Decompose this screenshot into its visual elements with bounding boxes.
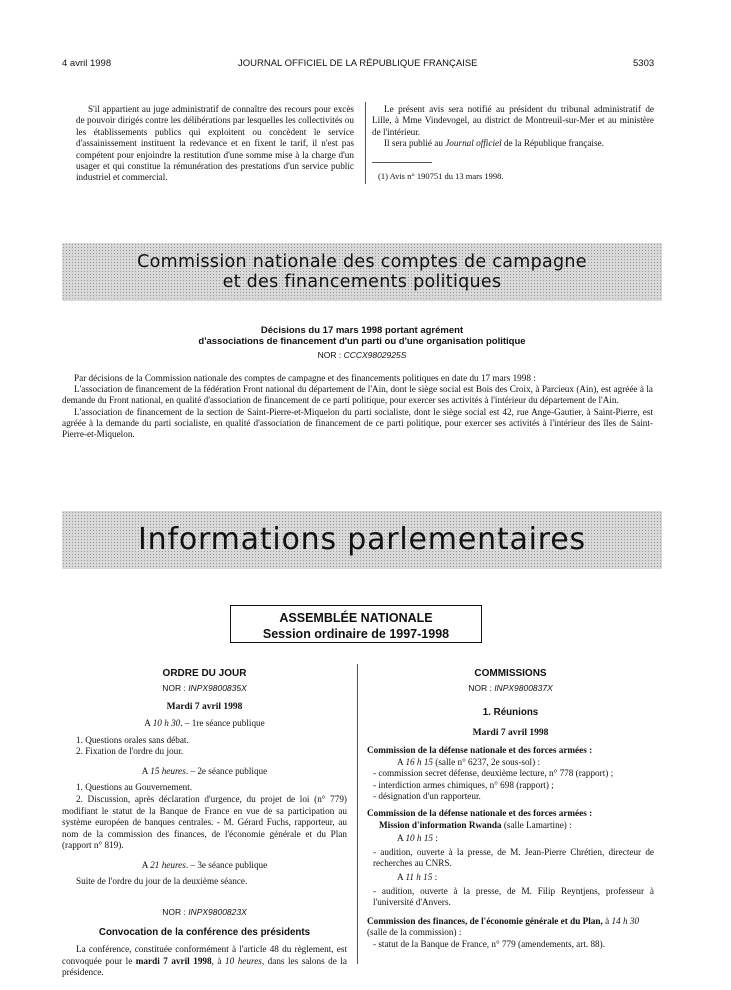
list-item: 2. Discussion, après déclaration d'urgence, du projet de loi (n° 779) modifiant le statut de la Banque de France en vue de sa participation au système européen de banques centrales. - M. Gérard Fuchs, rapporteur, au nom de la commission des finances, de l'économie générale et du Plan (rapport n° 819).: [62, 793, 347, 851]
seance-3-heading: A 21 heures. – 3e séance publique: [141, 859, 268, 870]
informations-banner: [62, 511, 662, 569]
conference-paragraph: La conférence, constituée conformément à l'article 48 du règlement, est convoquée pour le mardi 7 avril 1998, à 10 heures, dans les salons de la présidence.: [62, 944, 347, 978]
list-item: - interdiction armes chimiques, n° 698 (rapport) ;: [373, 779, 554, 790]
journal-officiel-name: Journal officiel: [445, 138, 502, 149]
decision-ain: L'association de financement de la fédération Front national du département de l'Ain, dont le siège social est Bois des Croix, à Parcieux (Ain), est agréée à la demande du Front national, en qualité d'association de financement de ce parti politique, pour exercer ses activités à l'intérieur du département de l'Ain.: [62, 384, 653, 406]
conference-nor: NOR : INPX9800823X: [162, 907, 247, 918]
commission-banner: [62, 243, 662, 301]
assemblee-title: ASSEMBLÉE NATIONALE: [279, 611, 433, 625]
list-item: - commission secret défense, deuxième lecture, n° 778 (rapport) ;: [373, 768, 614, 779]
notification-paragraph: Le présent avis sera notifié au président du tribunal administratif de Lille, à Mme Vindevogel, au district de Montreuil-sur-Mer et au ministère de l'intérieur.: [372, 104, 654, 137]
publication-paragraph: Il sera publié au Journal officiel de la République française.: [384, 138, 604, 149]
decision-body: [62, 373, 653, 440]
list-item: 1. Questions au Gouvernement.: [76, 782, 193, 793]
ordre-du-jour-heading: ORDRE DU JOUR: [162, 668, 247, 679]
top-right-column: [372, 104, 654, 150]
mission-rwanda: Mission d'information Rwanda (salle Lamartine) :: [379, 819, 572, 830]
banner-line-2: et des financements politiques: [222, 272, 502, 292]
commission-defense-title-2: Commission de la défense nationale et des forces armées :: [367, 807, 593, 818]
decision-saint-pierre: L'association de financement de la section de Saint-Pierre-et-Miquelon du parti socialiste, dont le siège social est 42, rue Ange-Gautier, à Saint-Pierre, est agréée à la demande du parti socialiste, en qualité d'association de financement de ce parti politique, pour exercer ses activités à l'intérieur des îles de Saint-Pierre-et-Miquelon.: [62, 406, 653, 440]
seance-1-items: [62, 735, 347, 758]
list-item: 1. Questions orales sans débat.: [76, 734, 189, 745]
commission-defense-time-1: A 16 h 15 (salle n° 6237, 2e sous-sol) :: [397, 756, 541, 767]
commissions-nor: NOR : INPX9800837X: [468, 683, 553, 693]
column-divider: [365, 102, 366, 184]
commission-defense-title-1: Commission de la défense nationale et des forces armées :: [367, 745, 593, 755]
list-item: - audition, ouverte à la presse, de M. Jean-Pierre Chrétien, directeur de recherches au CNRS.: [373, 846, 654, 869]
header-page-number: 5303: [633, 58, 655, 69]
footnote: (1) Avis n° 190751 du 13 mars 1998.: [378, 171, 504, 181]
ordre-du-jour-column: [62, 668, 347, 979]
seance-2-heading: A 15 heures. – 2e séance publique: [141, 765, 268, 776]
decision-title: Décisions du 17 mars 1998 portant agrément d'associations de financement d'un parti ou d'une organisation politique: [198, 325, 526, 347]
rwanda-time-1: A 10 h 15 :: [397, 833, 438, 844]
decision-nor: NOR : CCCX9802925S: [317, 350, 407, 360]
decision-intro: Par décisions de la Commission nationale des comptes de campagne et des financements politiques en date du 17 mars 1998 :: [74, 373, 536, 383]
seance-3-item: Suite de l'ordre du jour de la deuxième séance.: [76, 875, 248, 886]
list-item: - statut de la Banque de France, n° 779 (amendements, art. 88).: [373, 938, 606, 949]
top-left-paragraph: S'il appartient au juge administratif de connaître des recours pour excès de pouvoir dirigés contre les délibérations par lesquelles les collectivités ou les établissements publics qui exploitent ou concèdent le service d'assainissement instituent la redevance et en fixent le tarif, il n'est pas compétent pour enjoindre la restitution d'une somme mise à la charge d'un usager et qui constitue la rémunération des prestations d'un service public industriel et commercial.: [76, 104, 354, 183]
rwanda-time-2: A 11 h 15 :: [397, 871, 438, 882]
column-divider-bottom: [357, 664, 358, 964]
ordre-du-jour-nor: NOR : INPX9800835X: [162, 683, 247, 693]
seance-2-items: [62, 782, 347, 852]
session-title: Session ordinaire de 1997-1998: [262, 627, 450, 641]
commission-finances: Commission des finances, de l'économie générale et du Plan, à 14 h 30 (salle de la commission) :: [367, 915, 640, 938]
banner-line-1: Commission nationale des comptes de campagne: [137, 252, 587, 272]
list-item: 2. Fixation de l'ordre du jour.: [76, 746, 184, 757]
list-item: - audition, ouverte à la presse, de M. Filip Reyntjens, professeur à l'université d'Anvers.: [373, 885, 654, 908]
assemblee-nationale-box: [230, 605, 482, 643]
list-item: - désignation d'un rapporteur.: [373, 791, 481, 802]
seance-1-heading: A 10 h 30. – 1re séance publique: [144, 718, 265, 728]
header-title: JOURNAL OFFICIEL DE LA RÉPUBLIQUE FRANÇAISE: [238, 58, 478, 69]
conference-heading: Convocation de la conférence des présidents: [98, 927, 311, 939]
ordre-du-jour-date: Mardi 7 avril 1998: [166, 702, 243, 712]
banner-informations-text: Informations parlementaires: [138, 522, 586, 557]
header-date: 4 avril 1998: [62, 58, 112, 69]
commissions-column: [367, 668, 654, 951]
commission-defense-items: [367, 768, 654, 803]
reunions-date: Mardi 7 avril 1998: [472, 728, 549, 738]
commissions-heading: COMMISSIONS: [474, 668, 547, 679]
footnote-rule: [372, 162, 432, 163]
reunions-heading: 1. Réunions: [482, 707, 539, 718]
